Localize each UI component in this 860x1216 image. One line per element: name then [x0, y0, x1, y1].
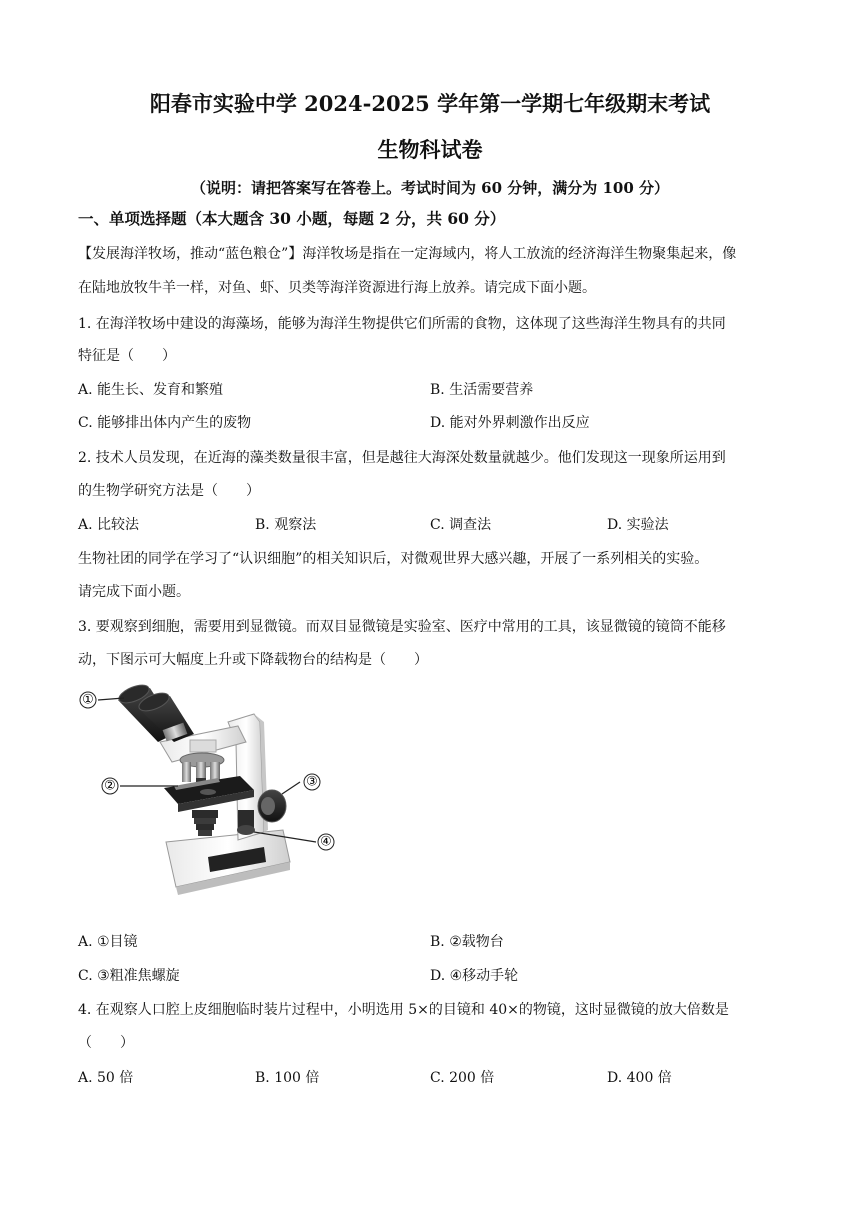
q1-stem-line2: 特征是（ ） [78, 348, 176, 364]
q2-stem-line2: 的生物学研究方法是（ ） [78, 483, 260, 499]
q1-option-a: A. 能生长、发育和繁殖 [78, 382, 224, 398]
condenser [192, 810, 218, 836]
figure-label-2 [102, 778, 118, 794]
q4-option-c: C. 200 倍 [430, 1070, 495, 1086]
q4-stem-line2: （ ） [78, 1035, 134, 1051]
q4-option-d: D. 400 倍 [607, 1070, 672, 1086]
q1-option-d: D. 能对外界刺激作出反应 [430, 415, 590, 431]
passage2-line2: 请完成下面小题。 [78, 584, 190, 600]
q4-option-a: A. 50 倍 [78, 1070, 134, 1086]
q3-option-b: B. ②载物台 [430, 934, 504, 950]
microscope-base [166, 830, 290, 895]
q1-option-c: C. 能够排出体内产生的废物 [78, 415, 252, 431]
exam-subtitle: 生物科试卷 [377, 137, 483, 162]
q3-option-c: C. ③粗准焦螺旋 [78, 968, 180, 984]
passage1-line2: 在陆地放牧牛羊一样，对鱼、虾、贝类等海洋资源进行海上放养。请完成下面小题。 [78, 280, 596, 296]
q2-stem-line1: 2. 技术人员发现，在近海的藻类数量很丰富，但是越往大海深处数量就越少。他们发现这一现象所运用到 [78, 450, 726, 466]
q3-stem-line1: 3. 要观察到细胞，需要用到显微镜。而双目显微镜是实验室、医疗中常用的工具，该显微镜的镜筒不能移 [78, 619, 726, 635]
q2-option-b: B. 观察法 [255, 517, 317, 533]
microscope-figure [78, 682, 360, 900]
q3-stem-line2: 动，下图示可大幅度上升或下降载物台的结构是（ ） [78, 652, 428, 668]
q3-option-d: D. ④移动手轮 [430, 968, 519, 984]
figure-label-1 [80, 692, 96, 708]
q4-stem-line1: 4. 在观察人口腔上皮细胞临时装片过程中，小明选用 5×的目镜和 40×的物镜，这时显微镜的放大倍数是 [78, 1002, 729, 1018]
figure-label-3 [304, 774, 320, 790]
svg-text:④: ④ [320, 834, 332, 850]
svg-text:③: ③ [306, 774, 318, 790]
q2-option-a: A. 比较法 [78, 517, 140, 533]
svg-text:②: ② [104, 778, 116, 794]
section-heading: 一、单项选择题（本大题含 30 小题，每题 2 分，共 60 分） [78, 209, 506, 228]
exam-title: 阳春市实验中学 2024-2025 学年第一学期七年级期末考试 [149, 91, 711, 116]
passage2-line1: 生物社团的同学在学习了“认识细胞”的相关知识后，对微观世界大感兴趣，开展了一系列相关的实验。 [78, 551, 709, 567]
q4-option-b: B. 100 倍 [255, 1070, 320, 1086]
eyepiece-tubes [117, 682, 194, 742]
q2-option-c: C. 调查法 [430, 517, 492, 533]
exam-instructions: （说明：请把答案写在答卷上。考试时间为 60 分钟，满分为 100 分） [190, 179, 670, 197]
q3-option-a: A. ①目镜 [78, 934, 138, 950]
q1-option-b: B. 生活需要营养 [430, 382, 534, 398]
q2-option-d: D. 实验法 [607, 517, 669, 533]
figure-label-4 [318, 834, 334, 850]
q1-stem-line1: 1. 在海洋牧场中建设的海藻场，能够为海洋生物提供它们所需的食物，这体现了这些海洋生物具有的共同 [78, 316, 726, 332]
svg-text:①: ① [82, 692, 94, 708]
passage1-line1: 【发展海洋牧场，推动“蓝色粮仓”】海洋牧场是指在一定海域内，将人工放流的经济海洋生物聚集起来，像 [78, 246, 737, 262]
